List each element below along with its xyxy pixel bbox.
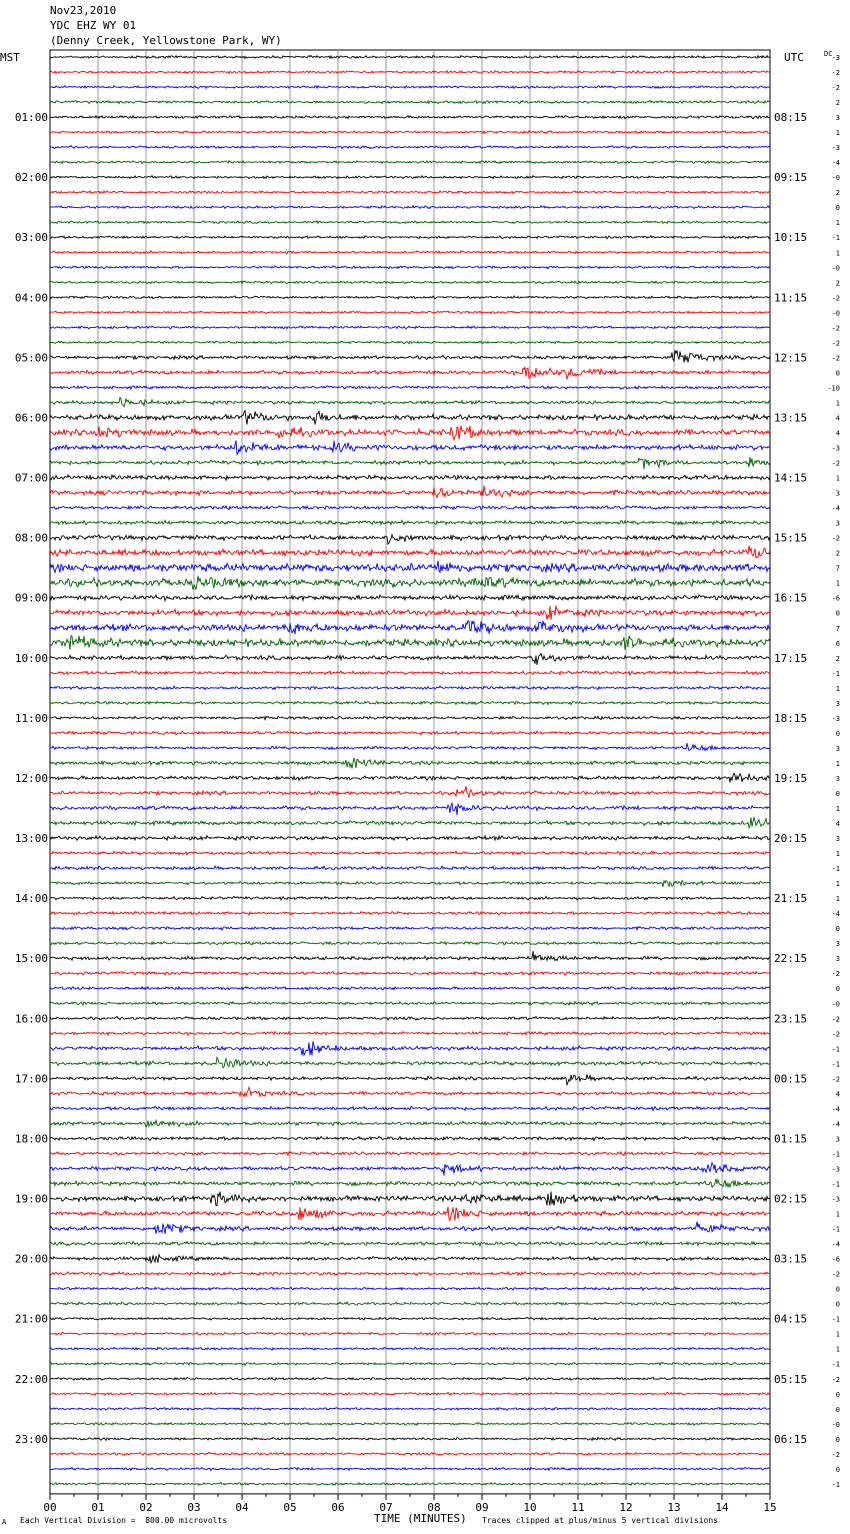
seismic-trace <box>50 987 770 990</box>
dc-offset-label: -1 <box>831 1360 840 1369</box>
utc-hour-label: 12:15 <box>774 351 808 365</box>
seismic-trace <box>50 296 770 299</box>
dc-offset-label: -2 <box>831 1375 840 1384</box>
seismic-trace <box>50 803 770 815</box>
dc-offset-label: -0 <box>831 1420 840 1429</box>
seismic-trace <box>50 671 770 675</box>
seismic-trace <box>50 367 770 379</box>
utc-hour-label: 02:15 <box>774 1192 808 1206</box>
utc-hour-label: 17:15 <box>774 651 808 665</box>
dc-offset-label: -2 <box>831 1450 840 1459</box>
x-tick-label: 02 <box>139 1500 153 1514</box>
dc-offset-label: -2 <box>831 459 840 468</box>
utc-hour-label: 22:15 <box>774 952 808 966</box>
seismic-trace <box>50 1377 770 1380</box>
dc-offset-label: 0 <box>835 985 840 994</box>
seismic-trace <box>50 1347 770 1350</box>
mst-hour-label: 13:00 <box>14 832 48 846</box>
utc-hour-label: 03:15 <box>774 1252 808 1266</box>
dc-offset-label: -2 <box>831 339 840 348</box>
dc-offset-label: -10 <box>827 384 840 393</box>
dc-offset-label: 7 <box>835 624 840 633</box>
seismic-trace <box>50 386 770 390</box>
seismic-trace <box>50 636 770 650</box>
mst-hour-label: 08:00 <box>14 531 48 545</box>
dc-offset-label: 1 <box>835 219 840 228</box>
seismic-trace <box>50 731 770 735</box>
seismic-trace <box>50 1107 770 1111</box>
seismic-trace <box>50 1287 770 1290</box>
dc-offset-label: -2 <box>831 534 840 543</box>
dc-offset-label: 2 <box>835 99 840 108</box>
dc-offset-label: 2 <box>835 654 840 663</box>
seismic-trace <box>50 411 770 425</box>
x-tick-label: 13 <box>667 1500 681 1514</box>
seismic-trace <box>50 927 770 930</box>
seismic-trace <box>50 942 770 945</box>
seismic-trace <box>50 1317 770 1320</box>
seismic-trace <box>50 1452 770 1455</box>
seismic-trace <box>50 1163 770 1176</box>
seismic-trace <box>50 1362 770 1365</box>
seismic-trace <box>50 546 770 558</box>
dc-offset-label: -4 <box>831 159 840 168</box>
dc-offset-label: -4 <box>831 1120 840 1129</box>
utc-hour-label: 13:15 <box>774 411 808 425</box>
x-tick-label: 05 <box>283 1500 297 1514</box>
utc-hour-label: 18:15 <box>774 711 808 725</box>
seismic-trace <box>50 1041 770 1055</box>
dc-offset-label: 3 <box>835 489 840 498</box>
seismic-trace <box>50 836 770 841</box>
mst-hour-label: 23:00 <box>14 1432 48 1446</box>
dc-offset-label: 0 <box>835 369 840 378</box>
seismic-trace <box>50 206 770 209</box>
dc-offset-label: 0 <box>835 1405 840 1414</box>
seismic-trace <box>50 221 770 224</box>
x-tick-label: 04 <box>235 1500 249 1514</box>
mst-hour-label: 20:00 <box>14 1252 48 1266</box>
dc-offset-label: 1 <box>835 805 840 813</box>
seismic-trace <box>50 281 770 284</box>
x-tick-label: 14 <box>715 1500 729 1514</box>
mst-hour-label: 01:00 <box>14 111 48 125</box>
dc-offset-label: 1 <box>835 684 840 693</box>
seismic-trace <box>50 236 770 239</box>
seismic-trace <box>50 341 770 344</box>
seismic-trace <box>50 266 770 269</box>
utc-hour-label: 04:15 <box>774 1312 808 1326</box>
seismic-trace <box>50 716 770 719</box>
seismic-trace <box>50 520 770 525</box>
seismic-trace <box>50 881 770 887</box>
dc-offset-label: 2 <box>835 279 840 288</box>
seismic-trace <box>50 606 770 620</box>
mst-hour-label: 19:00 <box>14 1192 48 1206</box>
utc-hour-label: 09:15 <box>774 171 808 185</box>
x-tick-label: 12 <box>619 1500 633 1514</box>
dc-offset-label: -4 <box>831 910 840 919</box>
seismic-trace <box>50 1120 770 1127</box>
dc-offset-label: 1 <box>835 1330 840 1339</box>
dc-offset-label: -2 <box>831 84 840 93</box>
dc-offset-label: -1 <box>831 1315 840 1324</box>
mst-hour-label: 04:00 <box>14 291 48 305</box>
dc-offset-label: -1 <box>831 1045 840 1054</box>
seismic-trace <box>50 758 770 769</box>
seismic-trace <box>50 1017 770 1021</box>
dc-offset-label: 0 <box>835 1465 840 1474</box>
mst-hour-label: 09:00 <box>14 591 48 605</box>
dc-offset-label: 4 <box>835 414 840 423</box>
x-tick-label: 15 <box>763 1500 777 1514</box>
utc-hour-label: 23:15 <box>774 1012 808 1026</box>
seismic-trace <box>50 701 770 705</box>
utc-hour-label: 00:15 <box>774 1072 808 1086</box>
dc-offset-label: -2 <box>831 970 840 979</box>
seismic-trace <box>50 621 770 634</box>
seismic-trace <box>50 71 770 74</box>
dc-offset-label: -1 <box>831 669 840 678</box>
seismic-trace <box>50 251 770 254</box>
seismic-trace <box>50 851 770 855</box>
mst-hour-label: 22:00 <box>14 1372 48 1386</box>
x-tick-label: 07 <box>379 1500 393 1514</box>
seismic-trace <box>50 1468 770 1471</box>
utc-hour-label: 20:15 <box>774 832 808 846</box>
seismic-trace <box>50 86 770 89</box>
x-tick-label: 10 <box>523 1500 537 1514</box>
dc-offset-label: -2 <box>831 1030 840 1039</box>
dc-offset-label: 4 <box>835 820 840 829</box>
x-tick-label: 11 <box>571 1500 585 1514</box>
dc-offset-label: -2 <box>831 1270 840 1279</box>
dc-offset-label: -1 <box>831 1480 840 1489</box>
dc-offset-label: 3 <box>835 955 840 964</box>
dc-offset-label: 4 <box>835 1090 840 1099</box>
seismic-trace <box>50 1192 770 1206</box>
mst-hour-label: 18:00 <box>14 1132 48 1146</box>
utc-hour-label: 10:15 <box>774 231 808 245</box>
dc-offset-label: 1 <box>835 249 840 258</box>
seismic-trace <box>50 56 770 59</box>
seismic-trace <box>50 1136 770 1140</box>
dc-offset-label: 0 <box>835 1390 840 1399</box>
seismic-trace <box>50 101 770 104</box>
seismic-trace <box>50 441 770 455</box>
seismic-trace <box>50 1087 770 1097</box>
seismic-trace <box>50 1437 770 1440</box>
seismic-trace <box>50 326 770 329</box>
utc-hour-label: 16:15 <box>774 591 808 605</box>
seismic-trace <box>50 654 770 665</box>
mst-hour-label: 11:00 <box>14 711 48 725</box>
dc-column-title: DC <box>824 50 833 58</box>
mst-hour-label: 10:00 <box>14 651 48 665</box>
dc-offset-label: -0 <box>831 174 840 183</box>
dc-offset-label: 3 <box>835 1135 840 1144</box>
seismic-trace <box>50 1255 770 1263</box>
utc-hour-label: 11:15 <box>774 291 808 305</box>
dc-offset-label: -2 <box>831 1075 840 1084</box>
seismic-trace <box>50 1302 770 1305</box>
seismic-trace <box>50 561 770 573</box>
seismic-trace <box>50 1152 770 1156</box>
dc-offset-label: 1 <box>835 399 840 408</box>
dc-offset-label: 3 <box>835 744 840 753</box>
dc-offset-label: 0 <box>835 1285 840 1294</box>
dc-offset-label: -4 <box>831 504 840 513</box>
seismic-trace <box>50 350 770 362</box>
seismic-trace <box>50 866 770 870</box>
seismic-trace <box>50 1002 770 1005</box>
seismic-trace <box>50 773 770 782</box>
x-tick-label: 08 <box>427 1500 441 1514</box>
x-tick-label: 03 <box>187 1500 201 1514</box>
mst-hour-label: 16:00 <box>14 1012 48 1026</box>
dc-offset-label: -3 <box>831 1195 840 1204</box>
dc-offset-label: 2 <box>835 189 840 198</box>
dc-offset-label: -0 <box>831 264 840 273</box>
dc-offset-label: -6 <box>831 1255 840 1264</box>
dc-offset-label: 0 <box>835 1435 840 1444</box>
seismic-trace <box>50 1032 770 1036</box>
utc-hour-label: 21:15 <box>774 892 808 906</box>
dc-offset-label: -3 <box>831 54 840 62</box>
footer-mark: A <box>2 1518 7 1526</box>
dc-offset-label: 3 <box>835 774 840 783</box>
dc-offset-label: 1 <box>835 579 840 588</box>
seismic-trace <box>50 817 770 827</box>
dc-offset-label: 7 <box>835 564 840 573</box>
dc-offset-label: -3 <box>831 444 840 453</box>
x-tick-label: 00 <box>43 1500 57 1514</box>
dc-offset-label: 1 <box>835 1210 840 1219</box>
dc-offset-label: 3 <box>835 114 840 123</box>
dc-offset-label: 0 <box>835 789 840 798</box>
dc-offset-label: -2 <box>831 69 840 78</box>
seismic-trace <box>50 475 770 480</box>
seismic-trace <box>50 1423 770 1426</box>
dc-offset-label: 0 <box>835 1300 840 1309</box>
dc-offset-label: 1 <box>835 880 840 889</box>
dc-offset-label: -4 <box>831 1105 840 1114</box>
seismic-trace <box>50 972 770 976</box>
utc-axis-title: UTC <box>784 51 804 64</box>
dc-offset-label: 3 <box>835 699 840 708</box>
dc-offset-label: 1 <box>835 895 840 904</box>
dc-offset-label: -2 <box>831 294 840 303</box>
utc-hour-label: 01:15 <box>774 1132 808 1146</box>
seismic-trace <box>50 743 770 750</box>
mst-hour-label: 12:00 <box>14 771 48 785</box>
vertical-division-note: Each Vertical Division = 800.00 microvolts <box>20 1516 228 1525</box>
seismic-trace <box>50 1207 770 1221</box>
dc-offset-label: 2 <box>835 549 840 558</box>
x-tick-label: 01 <box>91 1500 105 1514</box>
seismic-trace <box>50 161 770 164</box>
x-tick-label: 06 <box>331 1500 345 1514</box>
seismic-trace <box>50 176 770 179</box>
seismic-trace <box>50 1222 770 1234</box>
dc-offset-label: 0 <box>835 925 840 934</box>
dc-offset-label: 0 <box>835 204 840 213</box>
seismic-trace <box>50 951 770 960</box>
dc-offset-label: -1 <box>831 1180 840 1189</box>
utc-hour-label: 08:15 <box>774 111 808 125</box>
dc-offset-label: -4 <box>831 1240 840 1249</box>
dc-offset-label: -1 <box>831 234 840 243</box>
seismic-trace <box>50 896 770 900</box>
dc-offset-label: -2 <box>831 324 840 333</box>
seismic-trace <box>50 535 770 545</box>
seismic-trace <box>50 506 770 510</box>
seismic-trace <box>50 486 770 498</box>
dc-offset-label: -3 <box>831 1165 840 1174</box>
seismic-trace <box>50 1392 770 1395</box>
dc-offset-label: -2 <box>831 1015 840 1024</box>
seismic-trace <box>50 576 770 590</box>
seismic-trace <box>50 1272 770 1276</box>
dc-offset-label: 3 <box>835 835 840 844</box>
seismic-trace <box>50 1482 770 1485</box>
mst-hour-label: 07:00 <box>14 471 48 485</box>
dc-offset-label: 1 <box>835 474 840 483</box>
dc-offset-label: 1 <box>835 759 840 768</box>
seismic-trace <box>50 595 770 601</box>
seismic-trace <box>50 116 770 119</box>
dc-offset-label: 1 <box>835 129 840 138</box>
dc-offset-label: -3 <box>831 144 840 153</box>
utc-hour-label: 06:15 <box>774 1432 808 1446</box>
utc-hour-label: 14:15 <box>774 471 808 485</box>
dc-offset-label: -6 <box>831 594 840 603</box>
seismic-trace <box>50 1057 770 1067</box>
seismic-trace <box>50 1074 770 1084</box>
dc-offset-label: -1 <box>831 1225 840 1234</box>
seismic-trace <box>50 426 770 440</box>
mst-hour-label: 05:00 <box>14 351 48 365</box>
seismic-trace <box>50 146 770 149</box>
dc-offset-label: 0 <box>835 729 840 738</box>
utc-hour-label: 19:15 <box>774 771 808 785</box>
seismic-trace <box>50 911 770 915</box>
dc-offset-label: -0 <box>831 309 840 318</box>
dc-offset-label: 3 <box>835 940 840 949</box>
dc-offset-label: -0 <box>831 1000 840 1009</box>
seismic-trace <box>50 1408 770 1411</box>
clipping-note: Traces clipped at plus/minus 5 vertical divisions <box>482 1516 719 1525</box>
dc-offset-label: -1 <box>831 865 840 874</box>
dc-offset-label: 3 <box>835 519 840 528</box>
x-tick-label: 09 <box>475 1500 489 1514</box>
seismic-trace <box>50 311 770 314</box>
utc-hour-label: 05:15 <box>774 1372 808 1386</box>
dc-offset-label: -2 <box>831 354 840 363</box>
dc-offset-label: -3 <box>831 714 840 723</box>
dc-offset-label: 4 <box>835 429 840 438</box>
seismic-trace <box>50 457 770 469</box>
mst-hour-label: 15:00 <box>14 952 48 966</box>
dc-offset-label: 1 <box>835 850 840 859</box>
mst-hour-label: 14:00 <box>14 892 48 906</box>
seismic-trace <box>50 131 770 134</box>
dc-offset-label: -1 <box>831 1150 840 1159</box>
seismic-trace <box>50 398 770 407</box>
mst-hour-label: 06:00 <box>14 411 48 425</box>
mst-hour-label: 21:00 <box>14 1312 48 1326</box>
mst-hour-label: 17:00 <box>14 1072 48 1086</box>
mst-hour-label: 02:00 <box>14 171 48 185</box>
x-axis-title: TIME (MINUTES) <box>374 1512 467 1525</box>
dc-offset-label: 6 <box>835 639 840 648</box>
dc-offset-label: 1 <box>835 1345 840 1354</box>
seismic-trace <box>50 191 770 194</box>
utc-hour-label: 15:15 <box>774 531 808 545</box>
seismic-trace <box>50 1242 770 1246</box>
seismic-trace <box>50 786 770 797</box>
seismic-trace <box>50 1332 770 1335</box>
dc-offset-label: 0 <box>835 609 840 618</box>
dc-offset-label: -1 <box>831 1060 840 1069</box>
seismic-trace <box>50 1179 770 1188</box>
plot-date: Nov23,2010 <box>50 4 117 17</box>
station-location: (Denny Creek, Yellowstone Park, WY) <box>50 34 282 47</box>
station-id: YDC EHZ WY 01 <box>50 19 137 32</box>
seismic-trace <box>50 686 770 690</box>
mst-hour-label: 03:00 <box>14 231 48 245</box>
mst-axis-title: MST <box>0 51 20 64</box>
